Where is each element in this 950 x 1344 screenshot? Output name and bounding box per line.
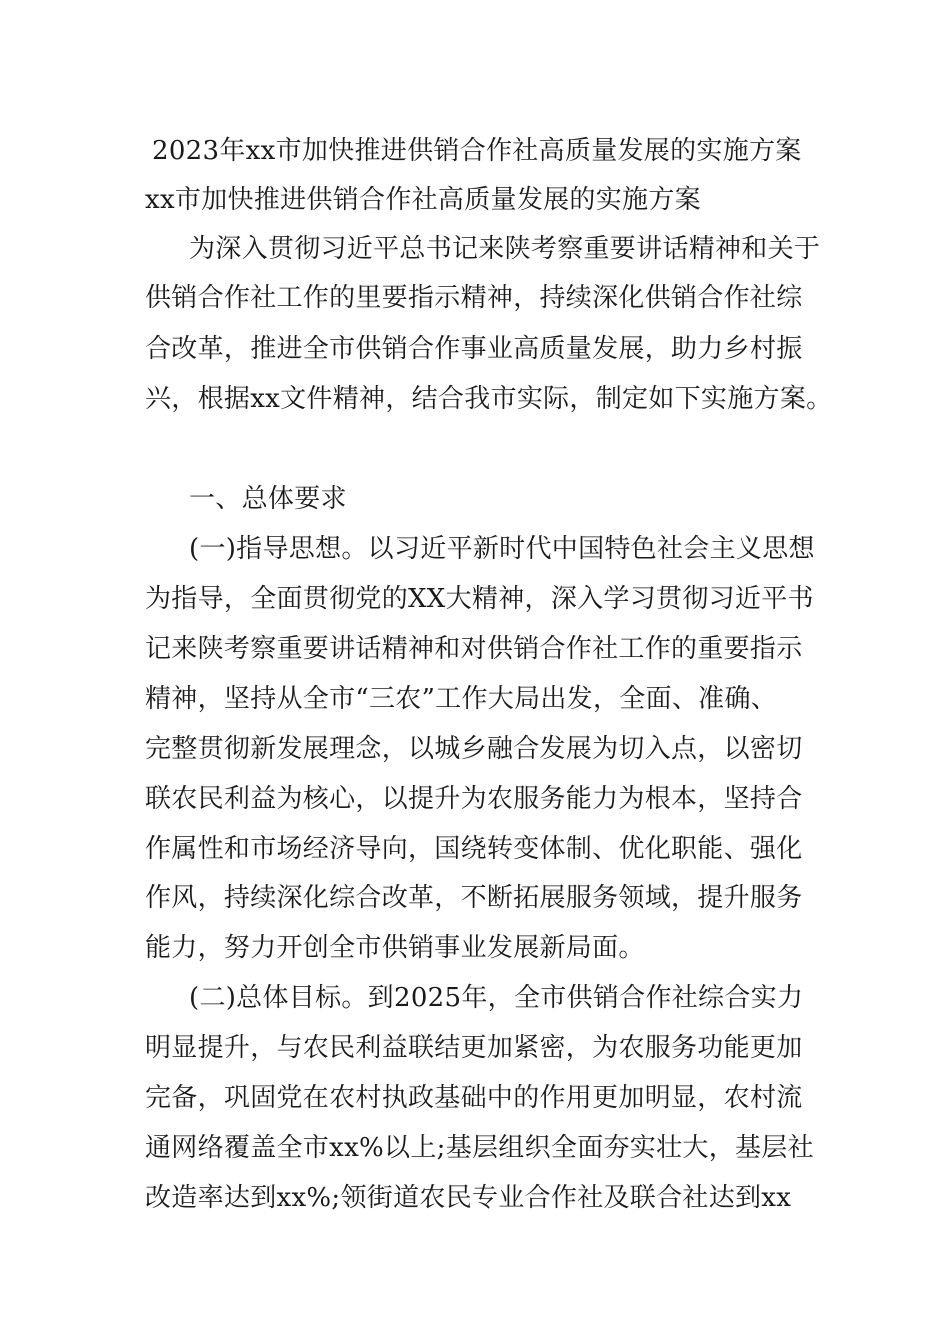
intro-line: 供销合作社工作的里要指示精神，持续深化供销合作社综 bbox=[145, 283, 803, 313]
guiding-line: 作属性和市场经济导向，国绕转变体制、优化职能、强化 bbox=[145, 834, 803, 864]
intro-line: 合改革，推进全市供销合作事业高质量发展，助力乡村振 bbox=[145, 334, 803, 364]
guiding-line: 能力，努力开创全市供销事业发展新局面。 bbox=[145, 933, 645, 963]
document-title: 2023年xx市加快推进供销合作社高质量发展的实施方案 bbox=[152, 136, 802, 166]
target-line: 改造率达到xx%;领街道农民专业合作社及联合社达到xx bbox=[145, 1183, 792, 1213]
target-line: 通网络覆盖全市xx%以上;基层组织全面夯实壮大，基层社 bbox=[145, 1133, 814, 1163]
target-line: 明显提升，与农民利益联结更加紧密，为农服务功能更加 bbox=[145, 1033, 803, 1063]
target-line: 完备，巩固党在农村执政基础中的作用更加明显，农村流 bbox=[145, 1083, 803, 1113]
guiding-line: (一)指导思想。以习近平新时代中国特色社会主义思想 bbox=[189, 534, 815, 564]
guiding-line: 为指导，全面贯彻党的XX大精神，深入学习贯彻习近平书 bbox=[145, 584, 814, 614]
guiding-line: 完整贯彻新发展理念，以城乡融合发展为切入点，以密切 bbox=[145, 734, 803, 764]
guiding-line: 作风，持续深化综合改革，不断拓展服务领域，提升服务 bbox=[145, 883, 803, 913]
guiding-line: 精神，坚持从全市“三农”工作大局出发，全面、准确、 bbox=[145, 684, 778, 714]
intro-line: 兴，根据xx文件精神，结合我市实际，制定如下实施方案。 bbox=[145, 384, 833, 414]
guiding-line: 联农民利益为核心，以提升为农服务能力为根本，坚持合 bbox=[145, 784, 803, 814]
document-subtitle: xx市加快推进供销合作社高质量发展的实施方案 bbox=[145, 185, 701, 215]
section-heading: 一、总体要求 bbox=[189, 484, 347, 514]
intro-line: 为深入贯彻习近平总书记来陕考察重要讲话精神和关于 bbox=[189, 234, 821, 264]
target-line: (二)总体目标。到2025年，全市供销合作社综合实力 bbox=[189, 983, 804, 1013]
guiding-line: 记来陕考察重要讲话精神和对供销合作社工作的重要指示 bbox=[145, 634, 803, 664]
